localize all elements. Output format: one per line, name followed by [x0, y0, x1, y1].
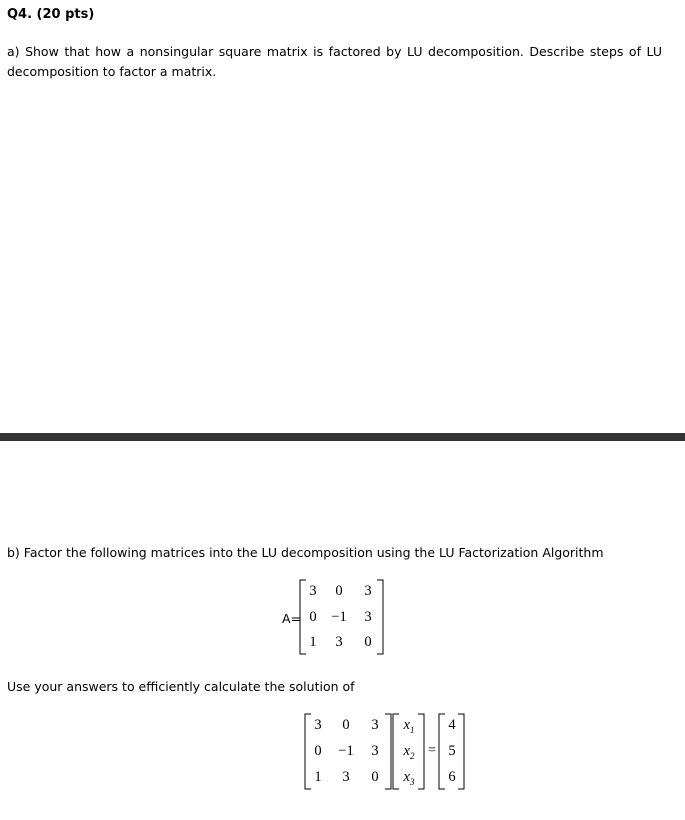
matrix-a-cell: 3: [335, 634, 343, 650]
coeff-cell: 0: [342, 717, 350, 733]
matrix-a-label: A=: [282, 611, 302, 626]
part-b-prompt: b) Factor the following matrices into the LU decomposition using the LU Factorization Algorithm: [7, 545, 604, 560]
variable-base: x: [403, 717, 410, 733]
use-answers-text: Use your answers to efficiently calculate the solution of: [7, 679, 355, 694]
part-a-prompt: a) Show that how a nonsingular square matrix is factored by LU decomposition. Describe steps of LU decomposition to factor a matrix.: [7, 44, 662, 79]
variable-subscript: 3: [409, 776, 415, 787]
matrix-a-cell: 3: [364, 583, 372, 599]
coeff-cell: 3: [314, 717, 322, 733]
section-divider: [0, 433, 685, 441]
variable-subscript: 2: [409, 750, 415, 761]
matrix-a-cell: 0: [364, 634, 372, 650]
variable-base: x: [403, 743, 410, 759]
coeff-cell: 3: [371, 717, 379, 733]
matrix-a-cell: 0: [335, 583, 343, 599]
variable-subscript: 1: [409, 724, 415, 735]
coeff-cell: 3: [371, 743, 379, 759]
matrix-a-cell: 3: [309, 583, 317, 599]
matrix-a-cell: −1: [331, 609, 347, 625]
matrix-a-cell: 1: [309, 634, 317, 650]
matrix-a-cell: 0: [309, 609, 317, 625]
matrix-a: [300, 580, 384, 655]
matrix-a-cell: 3: [364, 609, 372, 625]
rhs-cell: 6: [448, 769, 456, 785]
variable-cell: [397, 743, 421, 761]
linear-system: [305, 714, 470, 790]
variable-base: x: [403, 769, 410, 785]
coeff-cell: −1: [338, 743, 354, 759]
coeff-cell: 0: [314, 743, 322, 759]
variable-cell: [397, 717, 421, 735]
coeff-cell: 3: [342, 769, 350, 785]
variable-cell: [397, 769, 421, 787]
rhs-cell: 4: [448, 717, 456, 733]
rhs-cell: 5: [448, 743, 456, 759]
equals-sign: =: [428, 743, 436, 758]
question-title: Q4. (20 pts): [7, 7, 95, 22]
coeff-cell: 1: [314, 769, 322, 785]
coeff-cell: 0: [371, 769, 379, 785]
